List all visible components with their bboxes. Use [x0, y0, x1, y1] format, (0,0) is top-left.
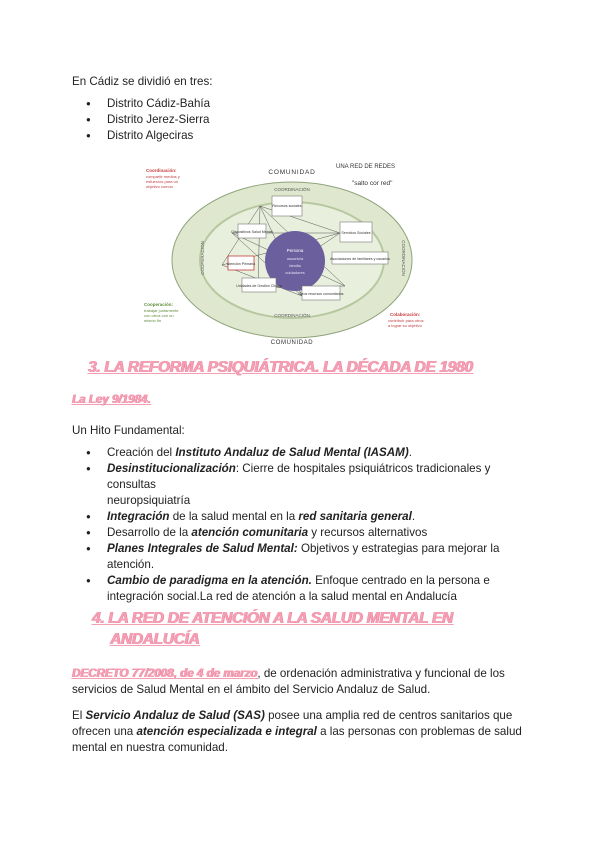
coordinacion-note: objetivo común [146, 184, 173, 189]
node-label: Dispositivos Salud Mental [231, 230, 273, 234]
decreto-paragraph: DECRETO 77/2008, de 4 de marzo, de ordenación administrativa y funcional de los servicios de Salud Mental en el ámbito del Servicio Andaluz de Salud. [72, 667, 505, 696]
list-item-continued: neuropsiquiatría [107, 494, 191, 507]
node-label: Atención Primaria [226, 262, 256, 266]
list-item: ● Distrito Cádiz-Bahía [72, 96, 210, 112]
coordinacion-note-title: Coordinación: [146, 168, 177, 173]
colaboracion-note: a lograr su objetivo [388, 323, 422, 328]
red-subtitle: "salto cor red" [352, 180, 393, 187]
center-line: familia [289, 263, 301, 268]
red-title: UNA RED DE REDES [336, 164, 396, 170]
network-diagram [140, 158, 440, 348]
list-item: ● Integración de la salud mental en la red sanitaria general. [86, 510, 416, 523]
hito-text: Un Hito Fundamental: [72, 424, 185, 437]
list-item: ● Distrito Jerez-Sierra [72, 112, 210, 128]
cooperacion-note: mismo fin [144, 318, 162, 323]
list-item: ● Planes Integrales de Salud Mental: Objetivos y estrategias para mejorar la [86, 542, 500, 555]
law-heading: La Ley 9/1984. [72, 393, 151, 406]
center-line: usuario/a [286, 256, 304, 261]
reform-list [72, 445, 542, 605]
list-item: ● Creación del Instituto Andaluz de Salud Mental (IASAM). [86, 446, 412, 459]
ring-label: COOPERACIÓN [200, 241, 205, 275]
node-label: Unidades de Gestión Clínica [236, 284, 282, 288]
section3-heading: 3. LA REFORMA PSIQUIÁTRICA. LA DÉCADA DE 1980 [88, 359, 473, 376]
list-item: ● Cambio de paradigma en la atención. Enfoque centrado en la persona e [86, 574, 490, 587]
ring-label: COORDINACIÓN [274, 187, 310, 192]
list-item-continued: atención. [107, 558, 155, 571]
section4-heading-line2: ANDALUCÍA [110, 631, 200, 648]
node-label: Servicios Sociales [341, 231, 371, 235]
intro-text: En Cádiz se dividió en tres: [72, 75, 213, 88]
sas-paragraph: El Servicio Andaluz de Salud (SAS) posee una amplia red de centros sanitarios que ofrecen una atención especializada e integral a las personas con problemas de salud mental en nuestra comunidad. [72, 709, 522, 754]
node-label: Otros recursos comunitarios [298, 292, 344, 296]
title-top: COMUNIDAD [268, 169, 316, 176]
node-label: Asociaciones de familiares y usuarios [330, 257, 390, 261]
title-bottom: COMUNIDAD [270, 340, 314, 346]
cooperacion-note: trabajar juntamente [144, 308, 179, 313]
coordinacion-note: esfuerzos para un [146, 179, 179, 184]
ring-label: COORDINACIÓN [401, 240, 406, 276]
colaboracion-note: contribuir para otros [388, 318, 424, 323]
coordinacion-note: compartir medios y [146, 174, 180, 179]
cooperacion-note-title: Cooperación: [144, 302, 174, 307]
cooperacion-note: con otros con un [144, 313, 174, 318]
list-item-continued: integración social.La red de atención a la salud mental en Andalucía [107, 590, 457, 603]
district-list [72, 96, 210, 144]
list-item: ● Distrito Algeciras [72, 128, 210, 144]
decreto-title: DECRETO 77/2008, de 4 de marzo [72, 667, 258, 680]
colaboracion-note-title: Colaboración: [390, 312, 421, 317]
section4-heading-line1: 4. LA RED DE ATENCIÓN A LA SALUD MENTAL EN [92, 610, 453, 627]
list-item: ● Desinstitucionalización: Cierre de hospitales psiquiátricos tradicionales y consultas [86, 462, 491, 491]
node-label: Recursos sociales [272, 204, 302, 208]
center-line: Persona [286, 248, 304, 253]
ring-label: COORDINACIÓN [274, 313, 310, 318]
center-line: cuidadores [285, 270, 305, 275]
list-item: ● Desarrollo de la atención comunitaria y recursos alternativos [86, 526, 428, 539]
